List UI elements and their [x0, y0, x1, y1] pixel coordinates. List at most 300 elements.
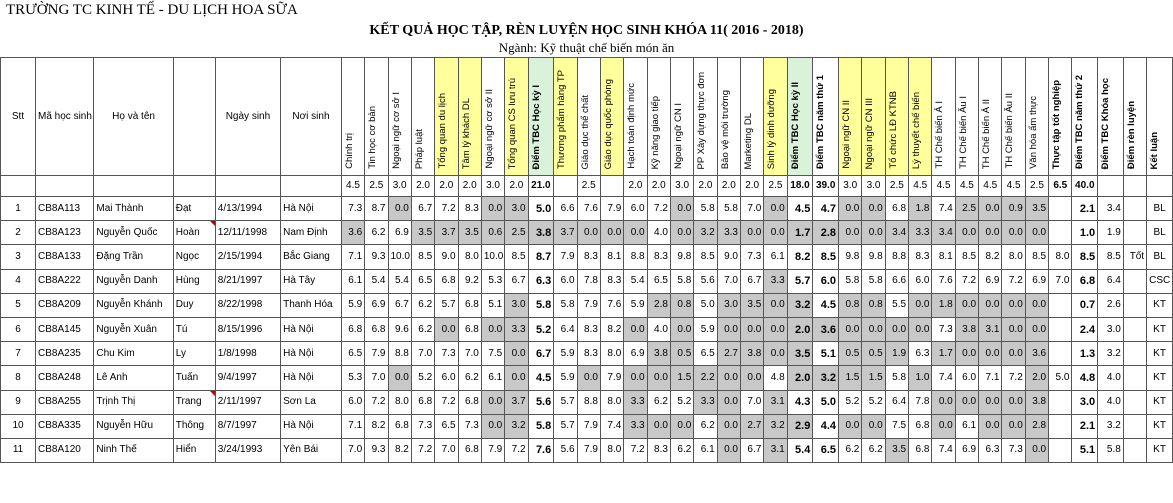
table-cell[interactable]: 5.7: [435, 293, 458, 317]
table-cell[interactable]: 6.2: [862, 438, 885, 462]
table-cell[interactable]: 0.9: [1002, 197, 1025, 221]
column-header[interactable]: [458, 58, 481, 176]
table-cell[interactable]: 8.2: [388, 438, 411, 462]
table-cell[interactable]: 6.0: [624, 197, 647, 221]
table-cell[interactable]: 5.8: [1098, 438, 1124, 462]
table-cell[interactable]: 6.5: [694, 342, 717, 366]
table-cell[interactable]: 0.0: [481, 317, 504, 341]
table-cell[interactable]: 6.2: [694, 414, 717, 438]
table-cell[interactable]: 8/7/1997: [215, 414, 280, 438]
credit-cell[interactable]: 21.0: [528, 176, 554, 197]
table-cell[interactable]: 0.0: [979, 293, 1002, 317]
table-cell[interactable]: 7.5: [481, 342, 504, 366]
table-cell[interactable]: [1123, 438, 1146, 462]
table-cell[interactable]: 6.4: [1098, 269, 1124, 293]
table-cell[interactable]: KT: [1147, 342, 1173, 366]
table-cell[interactable]: 8/21/1997: [215, 269, 280, 293]
table-cell[interactable]: 7.9: [600, 366, 623, 390]
table-cell[interactable]: 7.0: [411, 342, 434, 366]
credit-cell[interactable]: 2.0: [435, 176, 458, 197]
table-cell[interactable]: 8.5: [813, 245, 839, 269]
table-cell[interactable]: 7.0: [341, 438, 364, 462]
table-cell[interactable]: 12/11/1998: [215, 221, 280, 245]
table-cell[interactable]: 4.7: [813, 197, 839, 221]
table-cell[interactable]: Nguyễn Hữu: [94, 414, 173, 438]
column-header[interactable]: [173, 58, 215, 176]
table-cell[interactable]: [1049, 438, 1072, 462]
table-cell[interactable]: 7.1: [341, 414, 364, 438]
table-cell[interactable]: 0.0: [862, 197, 885, 221]
column-header[interactable]: [647, 58, 670, 176]
table-cell[interactable]: 7.3: [932, 317, 955, 341]
table-cell[interactable]: 6.5: [435, 414, 458, 438]
table-cell[interactable]: 0.0: [1002, 414, 1025, 438]
table-cell[interactable]: 3.4: [1098, 197, 1124, 221]
table-cell[interactable]: 8.3: [577, 245, 600, 269]
table-cell[interactable]: 0.0: [624, 221, 647, 245]
table-cell[interactable]: [1123, 342, 1146, 366]
table-cell[interactable]: 5.5: [885, 293, 908, 317]
column-header[interactable]: Nơi sinh: [281, 58, 342, 176]
table-cell[interactable]: 5.0: [1049, 366, 1072, 390]
table-cell[interactable]: 5.6: [528, 390, 554, 414]
table-cell[interactable]: 7.0: [435, 438, 458, 462]
table-cell[interactable]: 8.2: [365, 414, 388, 438]
table-cell[interactable]: 4.5: [528, 366, 554, 390]
table-cell[interactable]: 5.8: [885, 366, 908, 390]
table-cell[interactable]: Đạt: [173, 197, 215, 221]
table-cell[interactable]: 6.5: [341, 342, 364, 366]
credit-cell[interactable]: 2.0: [740, 176, 763, 197]
table-cell[interactable]: 0.0: [955, 342, 978, 366]
table-cell[interactable]: Hà Nội: [281, 197, 342, 221]
credit-cell[interactable]: 18.0: [787, 176, 813, 197]
table-cell[interactable]: 5.8: [554, 293, 577, 317]
table-cell[interactable]: Tốt: [1123, 245, 1146, 269]
table-cell[interactable]: 6.0: [554, 269, 577, 293]
table-cell[interactable]: 8.5: [694, 245, 717, 269]
credit-cell[interactable]: 2.0: [624, 176, 647, 197]
table-cell[interactable]: 9.3: [365, 438, 388, 462]
table-cell[interactable]: 2.5: [505, 221, 528, 245]
table-cell[interactable]: 5.8: [694, 197, 717, 221]
column-header[interactable]: [554, 58, 577, 176]
column-header[interactable]: [839, 58, 862, 176]
table-cell[interactable]: 0.0: [979, 342, 1002, 366]
table-cell[interactable]: BL: [1147, 245, 1173, 269]
table-cell[interactable]: 8.3: [647, 438, 670, 462]
table-cell[interactable]: Trịnh Thị: [94, 390, 173, 414]
table-cell[interactable]: KT: [1147, 390, 1173, 414]
table-cell[interactable]: 0.0: [979, 221, 1002, 245]
column-header[interactable]: [740, 58, 763, 176]
table-cell[interactable]: 9.6: [388, 317, 411, 341]
table-cell[interactable]: 0.0: [647, 366, 670, 390]
table-cell[interactable]: 1.0: [909, 366, 932, 390]
table-cell[interactable]: Lê Anh: [94, 366, 173, 390]
table-cell[interactable]: 7.9: [577, 414, 600, 438]
table-cell[interactable]: 3.8: [955, 317, 978, 341]
table-cell[interactable]: 5.0: [694, 293, 717, 317]
table-cell[interactable]: Hà Nội: [281, 342, 342, 366]
table-cell[interactable]: 6.3: [979, 438, 1002, 462]
table-cell[interactable]: 4.4: [813, 414, 839, 438]
column-header[interactable]: [1147, 58, 1173, 176]
table-cell[interactable]: 8.3: [458, 197, 481, 221]
table-cell[interactable]: 7.0: [1049, 269, 1072, 293]
table-cell[interactable]: 0.0: [624, 317, 647, 341]
table-cell[interactable]: 10: [1, 414, 36, 438]
table-cell[interactable]: [1123, 221, 1146, 245]
table-cell[interactable]: 9: [1, 390, 36, 414]
table-cell[interactable]: 0.0: [764, 221, 787, 245]
table-cell[interactable]: 3.0: [1072, 390, 1098, 414]
table-cell[interactable]: 3.5: [740, 293, 763, 317]
table-cell[interactable]: 0.0: [481, 197, 504, 221]
table-cell[interactable]: Hà Nội: [281, 317, 342, 341]
table-cell[interactable]: 9.0: [717, 245, 740, 269]
table-cell[interactable]: 5.9: [554, 342, 577, 366]
table-cell[interactable]: 0.0: [955, 390, 978, 414]
credit-cell[interactable]: 2.0: [411, 176, 434, 197]
table-cell[interactable]: 7.2: [435, 390, 458, 414]
table-cell[interactable]: 1.7: [787, 221, 813, 245]
table-cell[interactable]: 3.5: [1025, 197, 1048, 221]
table-cell[interactable]: 8.0: [600, 342, 623, 366]
column-header[interactable]: Stt: [1, 58, 36, 176]
table-cell[interactable]: 6.0: [909, 269, 932, 293]
table-cell[interactable]: 0.0: [481, 390, 504, 414]
table-cell[interactable]: 4/13/1994: [215, 197, 280, 221]
table-cell[interactable]: 3.3: [694, 390, 717, 414]
table-cell[interactable]: 4.8: [764, 366, 787, 390]
table-cell[interactable]: 0.0: [1025, 317, 1048, 341]
table-cell[interactable]: 6.0: [435, 366, 458, 390]
table-cell[interactable]: CB8A120: [36, 438, 94, 462]
table-cell[interactable]: 0.0: [1025, 221, 1048, 245]
table-cell[interactable]: 10.0: [481, 245, 504, 269]
table-cell[interactable]: KT: [1147, 293, 1173, 317]
table-cell[interactable]: 8.0: [458, 245, 481, 269]
table-cell[interactable]: CB8A145: [36, 317, 94, 341]
table-cell[interactable]: 2/15/1994: [215, 245, 280, 269]
table-cell[interactable]: 0.0: [717, 366, 740, 390]
table-cell[interactable]: 11: [1, 438, 36, 462]
table-cell[interactable]: 7.2: [624, 438, 647, 462]
table-cell[interactable]: 7.4: [600, 414, 623, 438]
table-cell[interactable]: 0.0: [862, 414, 885, 438]
table-cell[interactable]: BL: [1147, 197, 1173, 221]
table-cell[interactable]: 7.6: [577, 197, 600, 221]
table-cell[interactable]: 0.0: [505, 342, 528, 366]
table-cell[interactable]: Nguyễn Khánh: [94, 293, 173, 317]
table-cell[interactable]: 1.3: [1072, 342, 1098, 366]
table-cell[interactable]: 5.3: [481, 269, 504, 293]
table-cell[interactable]: 3.8: [1025, 390, 1048, 414]
credit-cell[interactable]: 3.0: [481, 176, 504, 197]
table-cell[interactable]: 7.0: [458, 342, 481, 366]
table-cell[interactable]: 6.4: [554, 317, 577, 341]
table-cell[interactable]: 0.0: [670, 317, 693, 341]
column-header[interactable]: [1049, 58, 1072, 176]
table-cell[interactable]: 0.0: [979, 414, 1002, 438]
table-cell[interactable]: 6.8: [365, 317, 388, 341]
table-cell[interactable]: 0.0: [885, 317, 908, 341]
table-cell[interactable]: 6.2: [411, 293, 434, 317]
table-cell[interactable]: 9.0: [435, 245, 458, 269]
table-cell[interactable]: Ninh Thế: [94, 438, 173, 462]
table-cell[interactable]: 3.1: [764, 438, 787, 462]
table-cell[interactable]: 6.2: [647, 390, 670, 414]
table-cell[interactable]: 0.0: [717, 414, 740, 438]
table-cell[interactable]: Yên Bái: [281, 438, 342, 462]
table-cell[interactable]: 3.1: [979, 317, 1002, 341]
table-cell[interactable]: 6.0: [955, 366, 978, 390]
table-cell[interactable]: 0.5: [862, 342, 885, 366]
table-cell[interactable]: Tuấn: [173, 366, 215, 390]
table-cell[interactable]: 3.4: [932, 221, 955, 245]
column-header[interactable]: [577, 58, 600, 176]
table-cell[interactable]: 4.0: [647, 221, 670, 245]
table-cell[interactable]: Nguyễn Danh: [94, 269, 173, 293]
table-cell[interactable]: 2.8: [647, 293, 670, 317]
table-cell[interactable]: 8.1: [600, 245, 623, 269]
table-cell[interactable]: Nguyễn Quốc: [94, 221, 173, 245]
credit-cell[interactable]: [554, 176, 577, 197]
table-cell[interactable]: 0.0: [764, 293, 787, 317]
credit-cell[interactable]: 3.0: [862, 176, 885, 197]
table-cell[interactable]: 8.5: [411, 245, 434, 269]
table-cell[interactable]: KT: [1147, 414, 1173, 438]
table-cell[interactable]: 0.0: [1002, 317, 1025, 341]
table-cell[interactable]: 4.3: [787, 390, 813, 414]
table-cell[interactable]: 6.8: [435, 269, 458, 293]
table-cell[interactable]: 8.5: [1098, 245, 1124, 269]
table-cell[interactable]: 6.9: [955, 438, 978, 462]
table-cell[interactable]: 7.9: [577, 438, 600, 462]
table-cell[interactable]: 6.8: [411, 390, 434, 414]
table-cell[interactable]: 3.8: [647, 342, 670, 366]
table-cell[interactable]: 0.0: [932, 414, 955, 438]
column-header[interactable]: [862, 58, 885, 176]
table-cell[interactable]: 1.7: [932, 342, 955, 366]
table-cell[interactable]: Thanh Hóa: [281, 293, 342, 317]
credit-cell[interactable]: 2.5: [365, 176, 388, 197]
table-cell[interactable]: 6.2: [458, 366, 481, 390]
table-cell[interactable]: 3.2: [813, 366, 839, 390]
table-cell[interactable]: 0.0: [670, 221, 693, 245]
table-cell[interactable]: 7.4: [932, 197, 955, 221]
table-cell[interactable]: 3.2: [764, 414, 787, 438]
table-cell[interactable]: 6.8: [458, 317, 481, 341]
table-cell[interactable]: 0.0: [839, 197, 862, 221]
table-cell[interactable]: 5.4: [624, 269, 647, 293]
table-cell[interactable]: 2.9: [787, 414, 813, 438]
table-cell[interactable]: 6.2: [670, 438, 693, 462]
table-cell[interactable]: 8: [1, 366, 36, 390]
column-header[interactable]: [624, 58, 647, 176]
table-cell[interactable]: 8.3: [647, 245, 670, 269]
table-cell[interactable]: 7.1: [979, 366, 1002, 390]
table-cell[interactable]: 4.5: [813, 293, 839, 317]
table-cell[interactable]: 8.2: [787, 245, 813, 269]
table-cell[interactable]: 8.8: [885, 245, 908, 269]
table-cell[interactable]: 8.0: [1049, 245, 1072, 269]
credit-cell[interactable]: 3.0: [388, 176, 411, 197]
credit-cell[interactable]: [600, 176, 623, 197]
table-cell[interactable]: 8.8: [624, 245, 647, 269]
table-cell[interactable]: 5.2: [839, 390, 862, 414]
table-cell[interactable]: 1.5: [839, 366, 862, 390]
table-cell[interactable]: 6.1: [481, 366, 504, 390]
table-cell[interactable]: 5.6: [554, 438, 577, 462]
table-cell[interactable]: 3.2: [505, 414, 528, 438]
table-cell[interactable]: 7.2: [411, 438, 434, 462]
table-cell[interactable]: 3.6: [341, 221, 364, 245]
table-cell[interactable]: 7.2: [647, 197, 670, 221]
table-cell[interactable]: 5.8: [717, 197, 740, 221]
table-cell[interactable]: [1049, 293, 1072, 317]
table-cell[interactable]: 2.0: [1025, 366, 1048, 390]
table-cell[interactable]: 6: [1, 317, 36, 341]
table-cell[interactable]: 7.9: [600, 197, 623, 221]
table-cell[interactable]: KT: [1147, 438, 1173, 462]
table-cell[interactable]: 3.5: [458, 221, 481, 245]
table-cell[interactable]: 6.0: [813, 269, 839, 293]
table-cell[interactable]: 6.2: [839, 438, 862, 462]
table-cell[interactable]: 7.3: [1002, 438, 1025, 462]
table-cell[interactable]: 9/4/1997: [215, 366, 280, 390]
table-cell[interactable]: 6.7: [528, 342, 554, 366]
table-cell[interactable]: 8.5: [955, 245, 978, 269]
table-cell[interactable]: 0.0: [955, 221, 978, 245]
table-cell[interactable]: 6.1: [341, 269, 364, 293]
table-cell[interactable]: 3.8: [740, 342, 763, 366]
table-cell[interactable]: [1049, 414, 1072, 438]
table-cell[interactable]: 5.8: [670, 269, 693, 293]
credit-cell[interactable]: 3.0: [839, 176, 862, 197]
table-cell[interactable]: 5.7: [554, 390, 577, 414]
column-header[interactable]: [1072, 58, 1098, 176]
table-cell[interactable]: 3.8: [528, 221, 554, 245]
column-header[interactable]: Họ và tên: [94, 58, 173, 176]
column-header[interactable]: [600, 58, 623, 176]
table-cell[interactable]: 6.5: [813, 438, 839, 462]
table-cell[interactable]: 8.8: [577, 390, 600, 414]
table-cell[interactable]: 6.2: [411, 317, 434, 341]
table-cell[interactable]: 8.5: [505, 245, 528, 269]
table-cell[interactable]: 10.0: [388, 245, 411, 269]
table-cell[interactable]: 0.0: [1002, 293, 1025, 317]
credit-cell[interactable]: 2.5: [577, 176, 600, 197]
table-cell[interactable]: 7.4: [932, 366, 955, 390]
table-cell[interactable]: 1.9: [1098, 221, 1124, 245]
table-cell[interactable]: 1.5: [670, 366, 693, 390]
table-cell[interactable]: 7.5: [885, 414, 908, 438]
table-cell[interactable]: 3.4: [885, 221, 908, 245]
table-cell[interactable]: 3/24/1993: [215, 438, 280, 462]
table-cell[interactable]: 0.7: [1072, 293, 1098, 317]
credit-cell[interactable]: 40.0: [1072, 176, 1098, 197]
table-cell[interactable]: [1123, 197, 1146, 221]
table-cell[interactable]: 0.0: [717, 438, 740, 462]
table-cell[interactable]: 1.8: [932, 293, 955, 317]
table-cell[interactable]: 0.0: [1002, 390, 1025, 414]
table-cell[interactable]: 3.7: [435, 221, 458, 245]
table-cell[interactable]: 0.8: [862, 293, 885, 317]
table-cell[interactable]: 7.2: [365, 390, 388, 414]
table-cell[interactable]: 3.0: [505, 197, 528, 221]
table-cell[interactable]: 5.4: [787, 438, 813, 462]
table-cell[interactable]: 2.8: [813, 221, 839, 245]
table-cell[interactable]: 8.8: [388, 342, 411, 366]
table-cell[interactable]: 3.7: [505, 390, 528, 414]
table-cell[interactable]: 6.6: [885, 269, 908, 293]
table-cell[interactable]: 7.3: [411, 414, 434, 438]
table-cell[interactable]: 5.4: [365, 269, 388, 293]
table-cell[interactable]: 6.5: [411, 269, 434, 293]
table-cell[interactable]: 3.3: [624, 414, 647, 438]
table-cell[interactable]: 5.7: [787, 269, 813, 293]
table-cell[interactable]: [1049, 221, 1072, 245]
table-cell[interactable]: 7.9: [577, 293, 600, 317]
table-cell[interactable]: 0.0: [764, 317, 787, 341]
table-cell[interactable]: Hà Nội: [281, 414, 342, 438]
table-cell[interactable]: Tú: [173, 317, 215, 341]
table-cell[interactable]: 7.3: [435, 342, 458, 366]
table-cell[interactable]: 1: [1, 197, 36, 221]
table-cell[interactable]: 5.3: [341, 366, 364, 390]
credit-cell[interactable]: [94, 176, 173, 197]
credit-cell[interactable]: 39.0: [813, 176, 839, 197]
table-cell[interactable]: 6.0: [341, 390, 364, 414]
table-cell[interactable]: 8.1: [932, 245, 955, 269]
table-cell[interactable]: 9.2: [458, 269, 481, 293]
table-cell[interactable]: 2.8: [1025, 414, 1048, 438]
table-cell[interactable]: 6.2: [365, 221, 388, 245]
table-cell[interactable]: 3.0: [505, 293, 528, 317]
table-cell[interactable]: BL: [1147, 221, 1173, 245]
table-cell[interactable]: 2.4: [1072, 317, 1098, 341]
column-header[interactable]: [1123, 58, 1146, 176]
table-cell[interactable]: 4.0: [1098, 366, 1124, 390]
table-cell[interactable]: 6.1: [764, 245, 787, 269]
table-cell[interactable]: 2.5: [955, 197, 978, 221]
table-cell[interactable]: 6.7: [505, 269, 528, 293]
table-cell[interactable]: 7.6: [528, 438, 554, 462]
table-cell[interactable]: Mai Thành: [94, 197, 173, 221]
table-cell[interactable]: 0.0: [979, 390, 1002, 414]
table-cell[interactable]: 7: [1, 342, 36, 366]
credit-cell[interactable]: 2.0: [458, 176, 481, 197]
table-cell[interactable]: 8.0: [1002, 245, 1025, 269]
column-header[interactable]: [717, 58, 740, 176]
table-cell[interactable]: 6.9: [1025, 269, 1048, 293]
table-cell[interactable]: 0.0: [481, 414, 504, 438]
table-cell[interactable]: 7.9: [365, 342, 388, 366]
table-cell[interactable]: 8.0: [600, 438, 623, 462]
table-cell[interactable]: 8.0: [388, 390, 411, 414]
credit-cell[interactable]: 2.5: [764, 176, 787, 197]
table-cell[interactable]: 5.1: [813, 342, 839, 366]
table-cell[interactable]: 5.8: [839, 269, 862, 293]
table-cell[interactable]: 6.8: [1072, 269, 1098, 293]
table-cell[interactable]: 0.5: [839, 342, 862, 366]
column-header[interactable]: [1025, 58, 1048, 176]
table-cell[interactable]: [1049, 390, 1072, 414]
table-cell[interactable]: CSC: [1147, 269, 1173, 293]
table-cell[interactable]: 7.0: [740, 197, 763, 221]
